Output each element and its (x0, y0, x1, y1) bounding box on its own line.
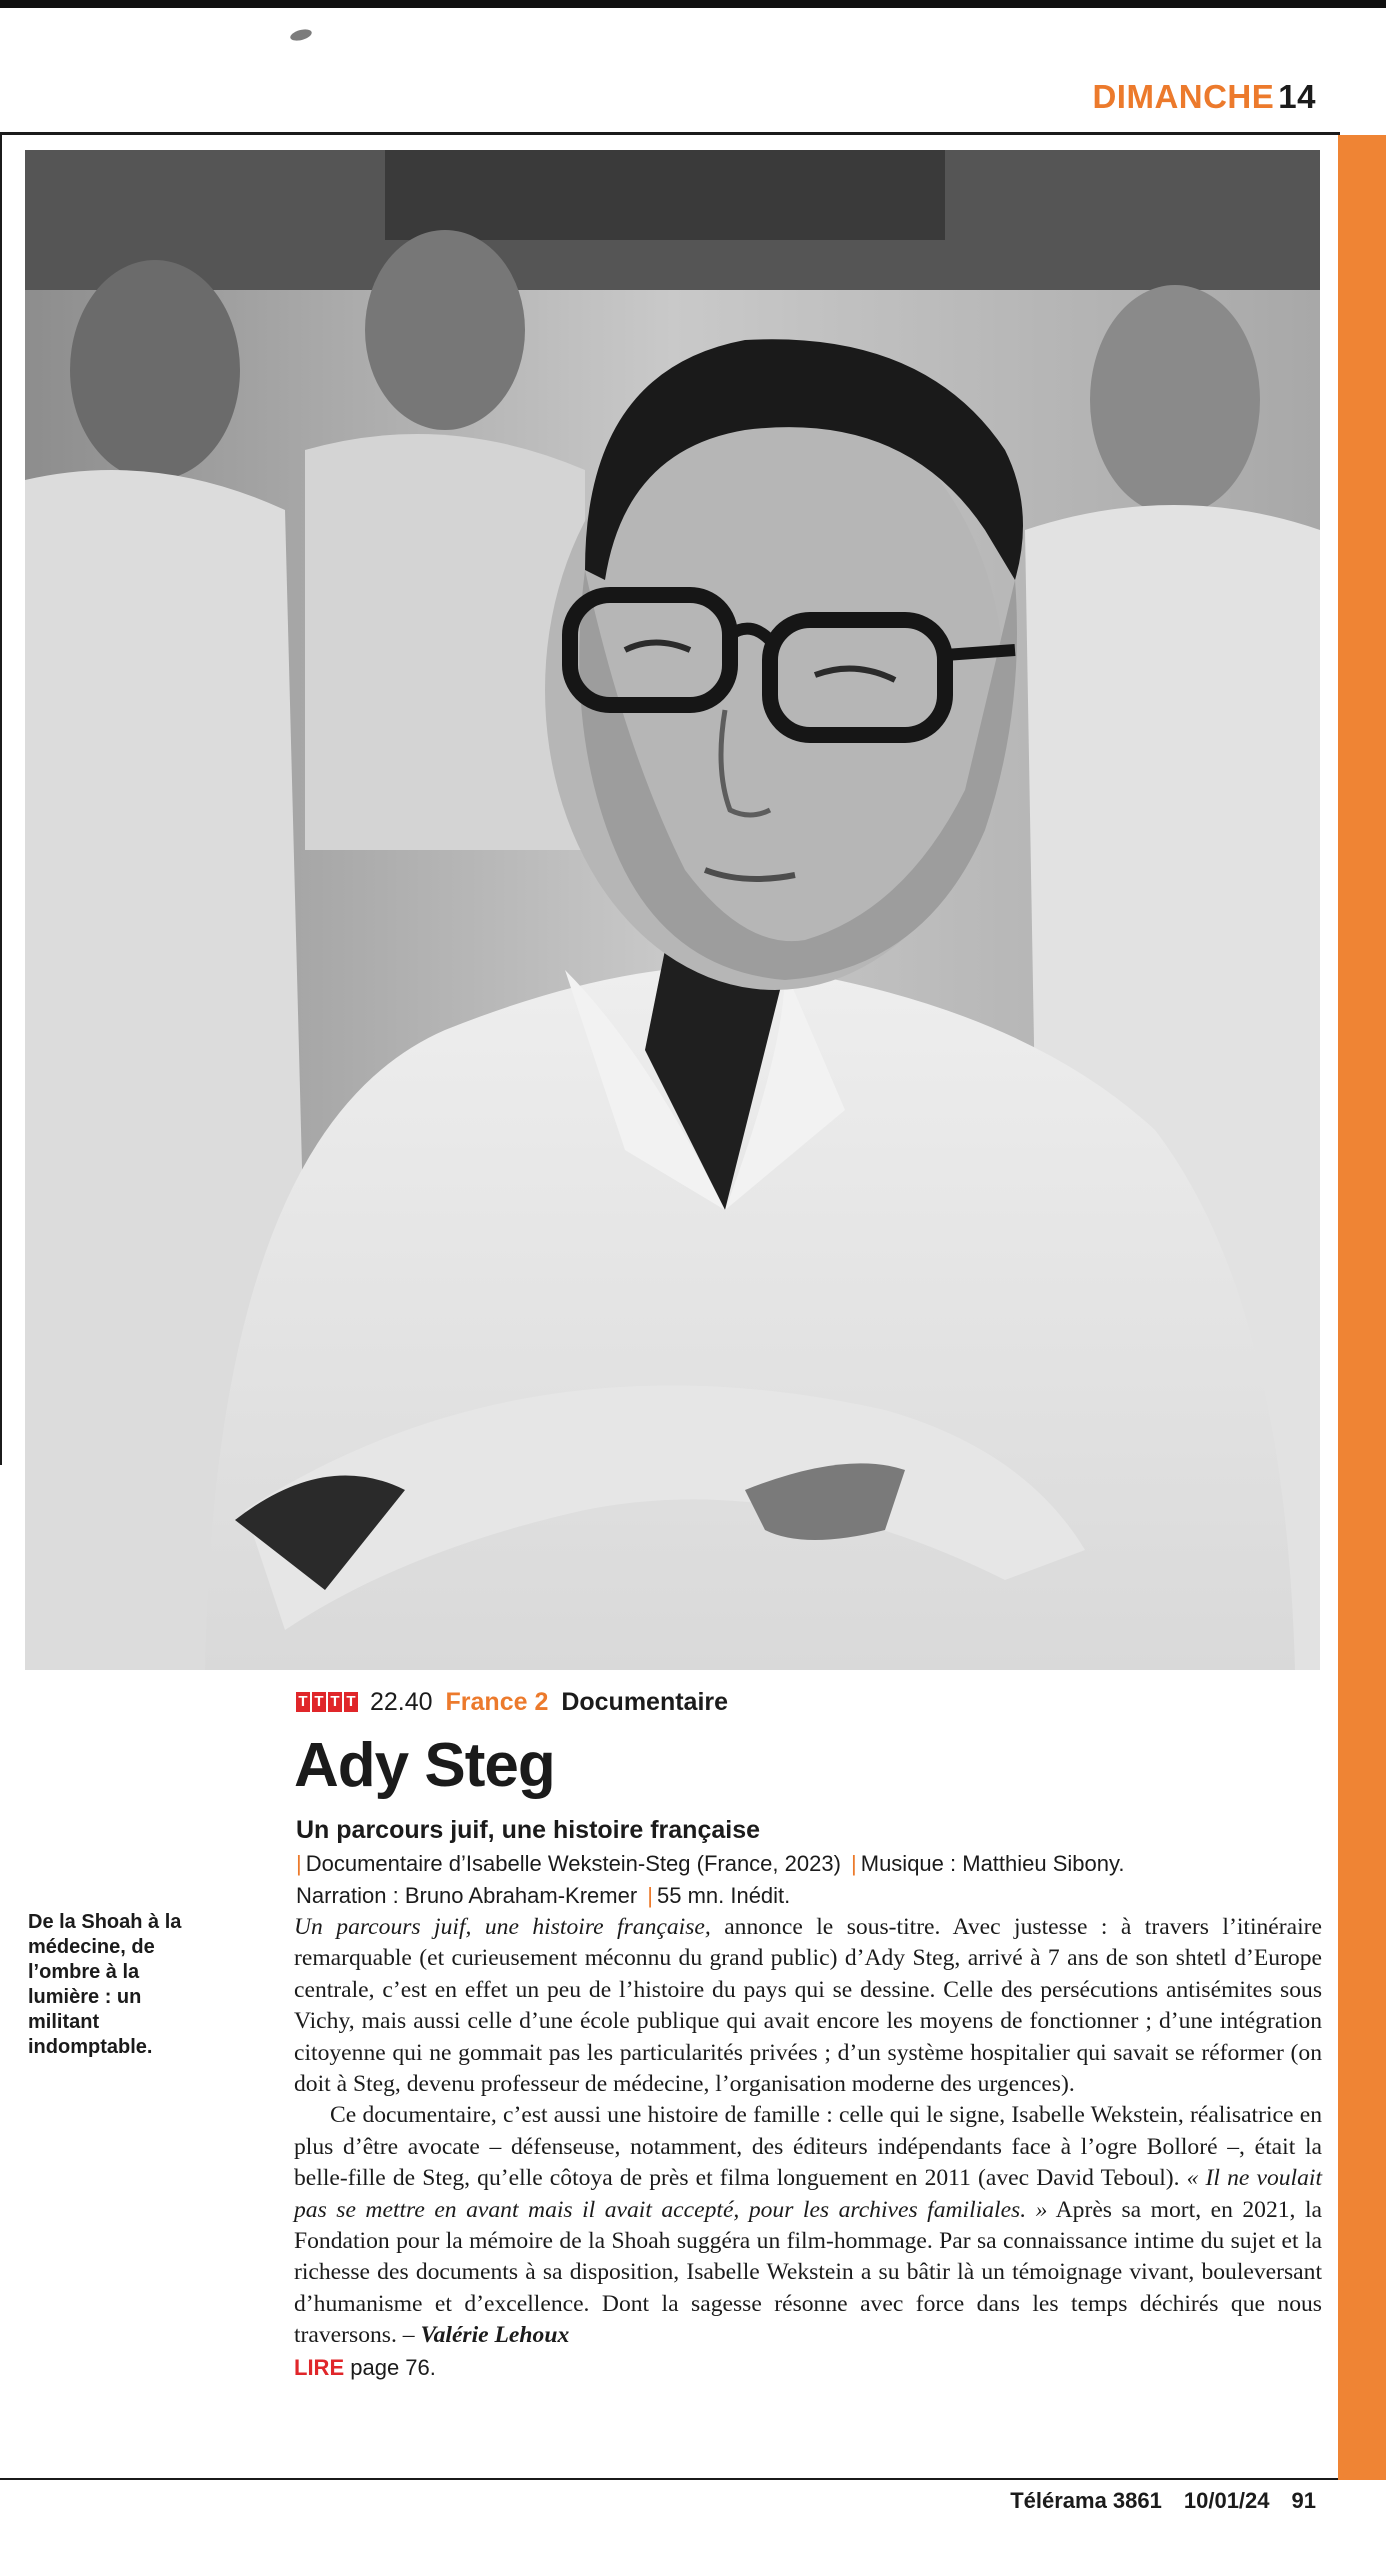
scan-top-edge (0, 0, 1386, 8)
rating-mark: T (312, 1692, 326, 1712)
issue-date: 10/01/24 (1183, 2488, 1270, 2513)
credit-director: Documentaire d’Isabelle Wekstein-Steg (France, 2023) (305, 1851, 841, 1876)
program-listing (370, 1688, 728, 1717)
portrait-illustration (25, 150, 1320, 1670)
article-title: Ady Steg (294, 1731, 555, 1800)
rating-badge (296, 1692, 358, 1712)
day-header (1092, 78, 1316, 116)
italic-lead: Un parcours juif, une histoire française, (294, 1914, 711, 1940)
article-body (294, 1912, 1322, 2383)
orange-side-bar (1338, 135, 1386, 2480)
rating-mark: T (328, 1692, 342, 1712)
frame-left-rule (0, 135, 2, 1465)
portrait-photo (25, 150, 1320, 1670)
paragraph-text: annonce le sous-titre. Avec justesse : à travers l’itinéraire remarquable (et curieusement méconnu du grand public) d’Ady Steg, arrivé à 7 ans de son shtetl d’Europe centrale, c’est en effet un peu de l’histoire du pays qui se dessine. Celle des persécutions antisémites sous Vichy, mais aussi celle d’une école publique qui avait encore les moyens de fonctionner ; d’une intégration citoyenne qui ne gommait pas les particularités privées ; d’un système hospitalier qui savait se réformer (on doit à Steg, devenu professeur de médecine, l’organisation moderne des urgences). (294, 1914, 1322, 2098)
rating-mark: T (344, 1692, 358, 1712)
read-more-label: LIRE (294, 2354, 345, 2380)
separator: | (647, 1883, 653, 1908)
footer-rule (0, 2478, 1338, 2480)
channel-name: France 2 (445, 1688, 549, 1716)
credit-narration: Narration : Bruno Abraham-Kremer (296, 1883, 638, 1908)
article-paragraph (294, 2100, 1322, 2383)
program-credits (296, 1848, 1326, 1912)
broadcast-time: 22.40 (370, 1688, 433, 1716)
paragraph-text: Ce documentaire, c’est aussi une histoire de famille : celle qui le signe, Isabelle Wekstein, réalisatrice en plus d’être avocate – défenseuse, notamment, des éditeurs indépendants face à l’ogre Bolloré –, était la belle-fille de Steg, qu’elle côtoya de près et filma longuement en 2011 (avec David Teboul). (294, 2102, 1322, 2192)
scan-speck (289, 27, 313, 42)
read-more-page: page 76. (344, 2354, 436, 2380)
author-name: Valérie Lehoux (420, 2322, 570, 2349)
read-more (294, 2352, 1322, 2383)
article-paragraph (294, 1912, 1322, 2100)
day-number: 14 (1278, 78, 1316, 115)
paragraph-text: Après sa mort, en 2021, la Fondation pour la mémoire de la Shoah suggéra un film-hommage. Par sa connaissance intime du sujet et la richesse des documents à sa disposition, Isabelle Wekstein a su bâtir là un témoignage vivant, bouleversant d’humanisme et d’excellence. Dont la sagesse résonne avec force dans les temps déchirés que nous traversons. – (294, 2196, 1322, 2349)
credit-music: Musique : Matthieu Sibony. (860, 1851, 1125, 1876)
day-name: DIMANCHE (1092, 78, 1275, 115)
header-rule (0, 132, 1340, 135)
photo-caption: De la Shoah à la médecine, de l’ombre à la lumière : un militant indomptable. (28, 1911, 182, 2058)
separator: | (296, 1851, 302, 1876)
page-number: 91 (1291, 2488, 1316, 2513)
quote: « Il ne voulait pas se mettre en avant mais il avait accepté, pour les archives familiales. » (294, 2165, 1323, 2223)
page-footer (988, 2488, 1316, 2514)
program-genre: Documentaire (561, 1688, 729, 1716)
magazine-issue: Télérama 3861 (1010, 2488, 1162, 2513)
article-subtitle: Un parcours juif, une histoire française (296, 1816, 761, 1844)
rating-mark: T (296, 1692, 310, 1712)
separator: | (851, 1851, 857, 1876)
credit-duration: 55 mn. Inédit. (656, 1883, 791, 1908)
